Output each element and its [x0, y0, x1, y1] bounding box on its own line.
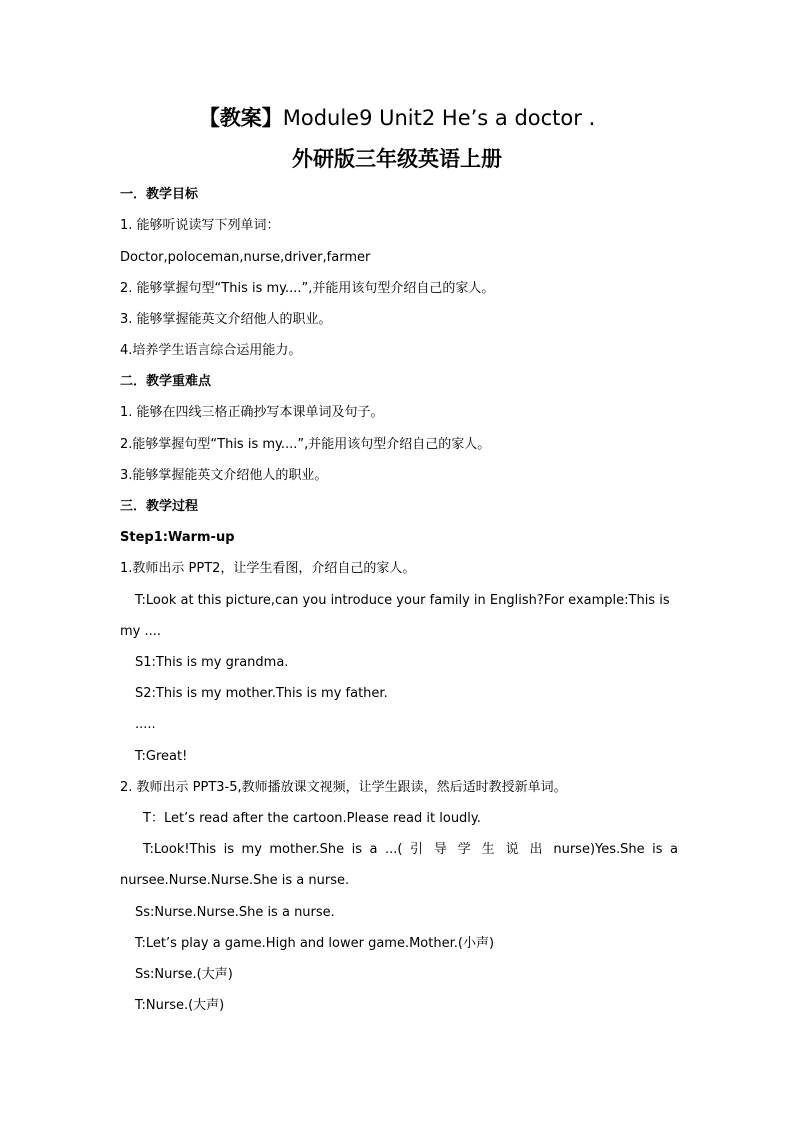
dialogue-line: .....	[135, 717, 156, 732]
dialogue-line: nursee.Nurse.Nurse.She is a nurse.	[120, 873, 350, 888]
dialogue-line: S2:This is my mother.This is my father.	[135, 686, 388, 701]
paragraph-line: 1.教师出示 PPT2，让学生看图，介绍自己的家人。	[120, 561, 416, 576]
paragraph-line: 3. 能够掌握能英文介绍他人的职业。	[120, 312, 332, 327]
paragraph-line: 4.培养学生语言综合运用能力。	[120, 343, 302, 358]
dialogue-line: Ss:Nurse.Nurse.She is a nurse.	[135, 905, 335, 920]
dialogue-line: S1:This is my grandma.	[135, 655, 289, 670]
step-heading: Step1:Warm-up	[120, 530, 235, 545]
section-heading-objectives: 一．教学目标	[120, 187, 199, 202]
dialogue-line: my ....	[120, 624, 162, 639]
paragraph-line: 2. 能够掌握句型“This is my....”,并能用该句型介绍自己的家人。	[120, 281, 495, 296]
paragraph-line: 1. 能够听说读写下列单词：	[120, 218, 280, 233]
title-prefix: 【教案】	[198, 106, 283, 130]
dialogue-line: Ss:Nurse.(大声)	[135, 967, 233, 982]
dialogue-line: T:Nurse.(大声)	[135, 998, 225, 1013]
dialogue-line: T:Look at this picture,can you introduce your family in English?For example:This is	[135, 593, 670, 608]
paragraph-line: 2.能够掌握句型“This is my....”,并能用该句型介绍自己的家人。	[120, 437, 491, 452]
paragraph-line: 1. 能够在四线三格正确抄写本课单词及句子。	[120, 405, 384, 420]
document-title	[0, 102, 794, 134]
section-heading-process: 三．教学过程	[120, 499, 199, 514]
section-heading-key-points: 二．教学重难点	[120, 374, 212, 389]
title-text: Module9 Unit2 He’s a doctor .	[282, 106, 596, 130]
paragraph-line: 2. 教师出示 PPT3-5,教师播放课文视频，让学生跟读，然后适时教授新单词。	[120, 780, 567, 795]
dialogue-line: T：Let’s read after the cartoon.Please read it loudly.	[143, 811, 481, 826]
dialogue-line: T:Great!	[135, 749, 188, 764]
paragraph-line: 3.能够掌握能英文介绍他人的职业。	[120, 468, 328, 483]
paragraph-line: Doctor,poloceman,nurse,driver,farmer	[120, 250, 371, 265]
dialogue-line: T:Look!This is my mother.She is a ...( 引 导 学 生 说 出 nurse)Yes.She is a	[143, 842, 678, 857]
dialogue-line: T:Let’s play a game.High and lower game.Mother.(小声)	[135, 936, 495, 951]
document-subtitle: 外研版三年级英语上册	[292, 147, 502, 171]
